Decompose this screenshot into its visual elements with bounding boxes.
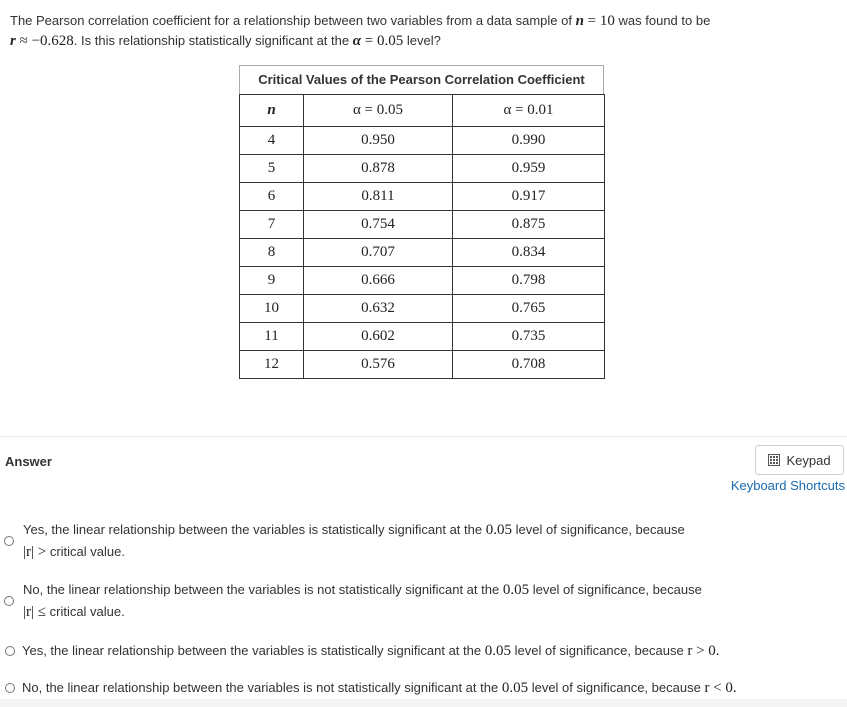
table-row (240, 127, 605, 155)
question-part1: The Pearson correlation coefficient for a relationship between two variables from a data sample of (10, 13, 572, 28)
table-cell-n: 4 (240, 127, 304, 155)
keypad-icon (768, 454, 780, 466)
radio-option-4[interactable] (5, 683, 15, 693)
table-cell-a005: 0.707 (304, 239, 453, 267)
keyboard-shortcuts-link[interactable]: Keyboard Shortcuts (730, 478, 845, 493)
bottom-strip (0, 699, 847, 707)
table-cell-a001: 0.765 (453, 295, 605, 323)
keypad-button[interactable] (755, 445, 844, 475)
table-cell-a001: 0.990 (453, 127, 605, 155)
header-alpha-005: α = 0.05 (304, 95, 453, 127)
answer-label: Answer (5, 454, 52, 469)
table-cell-n: 9 (240, 267, 304, 295)
table-cell-a005: 0.811 (304, 183, 453, 211)
table-cell-a001: 0.834 (453, 239, 605, 267)
option-1-math: |r| > (23, 544, 47, 560)
equals-sign: = (587, 13, 597, 29)
table-cell-a005: 0.666 (304, 267, 453, 295)
question-part4: level? (406, 33, 441, 48)
table-cell-n: 5 (240, 155, 304, 183)
table-cell-a001: 0.917 (453, 183, 605, 211)
r-variable: r (10, 33, 16, 49)
keypad-label: Keypad (786, 452, 831, 468)
alpha-variable: α (352, 33, 362, 49)
answer-option-1[interactable]: Yes, the linear relationship between the variables is statistically significant at the 0.05 level of significance, because |r| > critical value. (0, 519, 847, 563)
table-cell-a005: 0.878 (304, 155, 453, 183)
table-cell-a005: 0.602 (304, 323, 453, 351)
radio-option-1[interactable] (4, 536, 14, 546)
table-cell-n: 7 (240, 211, 304, 239)
section-divider (0, 436, 847, 437)
question-text: The Pearson correlation coefficient for a relationship between two variables from a data sample of n = 10 was found to be r ≈ −0.628. Is this relationship statistically significant at the α = 0.05 level? (10, 13, 711, 49)
table-cell-a005: 0.632 (304, 295, 453, 323)
table-cell-n: 12 (240, 351, 304, 379)
question-part3: . Is this relationship statistically significant at the (73, 33, 350, 48)
table-cell-a001: 0.875 (453, 211, 605, 239)
table-cell-n: 11 (240, 323, 304, 351)
option-4-math: r < 0. (704, 680, 737, 696)
table-cell-a001: 0.735 (453, 323, 605, 351)
table-cell-a001: 0.959 (453, 155, 605, 183)
table-row (240, 155, 605, 183)
table-row (240, 183, 605, 211)
table-row (240, 267, 605, 295)
answer-option-2[interactable]: No, the linear relationship between the variables is not statistically significant at the 0.05 level of significance, because |r| ≤ critical value. (0, 579, 847, 623)
approx-sign: ≈ (19, 33, 28, 49)
table-cell-a001: 0.798 (453, 267, 605, 295)
table-row (240, 323, 605, 351)
n-variable: n (575, 13, 584, 29)
alpha-value: 0.05 (377, 33, 404, 49)
table-cell-a005: 0.950 (304, 127, 453, 155)
table-row (240, 295, 605, 323)
table-header-row (240, 95, 605, 127)
table-caption: Critical Values of the Pearson Correlation Coefficient (239, 65, 604, 94)
table-row (240, 211, 605, 239)
option-3-math: r > 0. (687, 643, 720, 659)
option-2-math: |r| ≤ (23, 604, 46, 620)
critical-values-grid (239, 94, 605, 379)
question-part2: was found to be (618, 13, 711, 28)
table-cell-n: 10 (240, 295, 304, 323)
answer-option-3[interactable]: Yes, the linear relationship between the variables is statistically significant at the 0.05 level of significance, because r > 0. (0, 640, 847, 662)
table-cell-n: 8 (240, 239, 304, 267)
table-row (240, 351, 605, 379)
header-alpha-001: α = 0.01 (453, 95, 605, 127)
table-cell-a005: 0.576 (304, 351, 453, 379)
table-row (240, 239, 605, 267)
radio-option-3[interactable] (5, 646, 15, 656)
critical-values-table (239, 65, 604, 379)
radio-option-2[interactable] (4, 596, 14, 606)
table-cell-a001: 0.708 (453, 351, 605, 379)
table-cell-a005: 0.754 (304, 211, 453, 239)
sample-size-value: 10 (599, 13, 615, 29)
answer-option-4[interactable]: No, the linear relationship between the variables is not statistically significant at the 0.05 level of significance, because r < 0. (0, 677, 847, 699)
table-cell-n: 6 (240, 183, 304, 211)
header-n: n (240, 95, 304, 127)
r-value: −0.628 (31, 33, 74, 49)
